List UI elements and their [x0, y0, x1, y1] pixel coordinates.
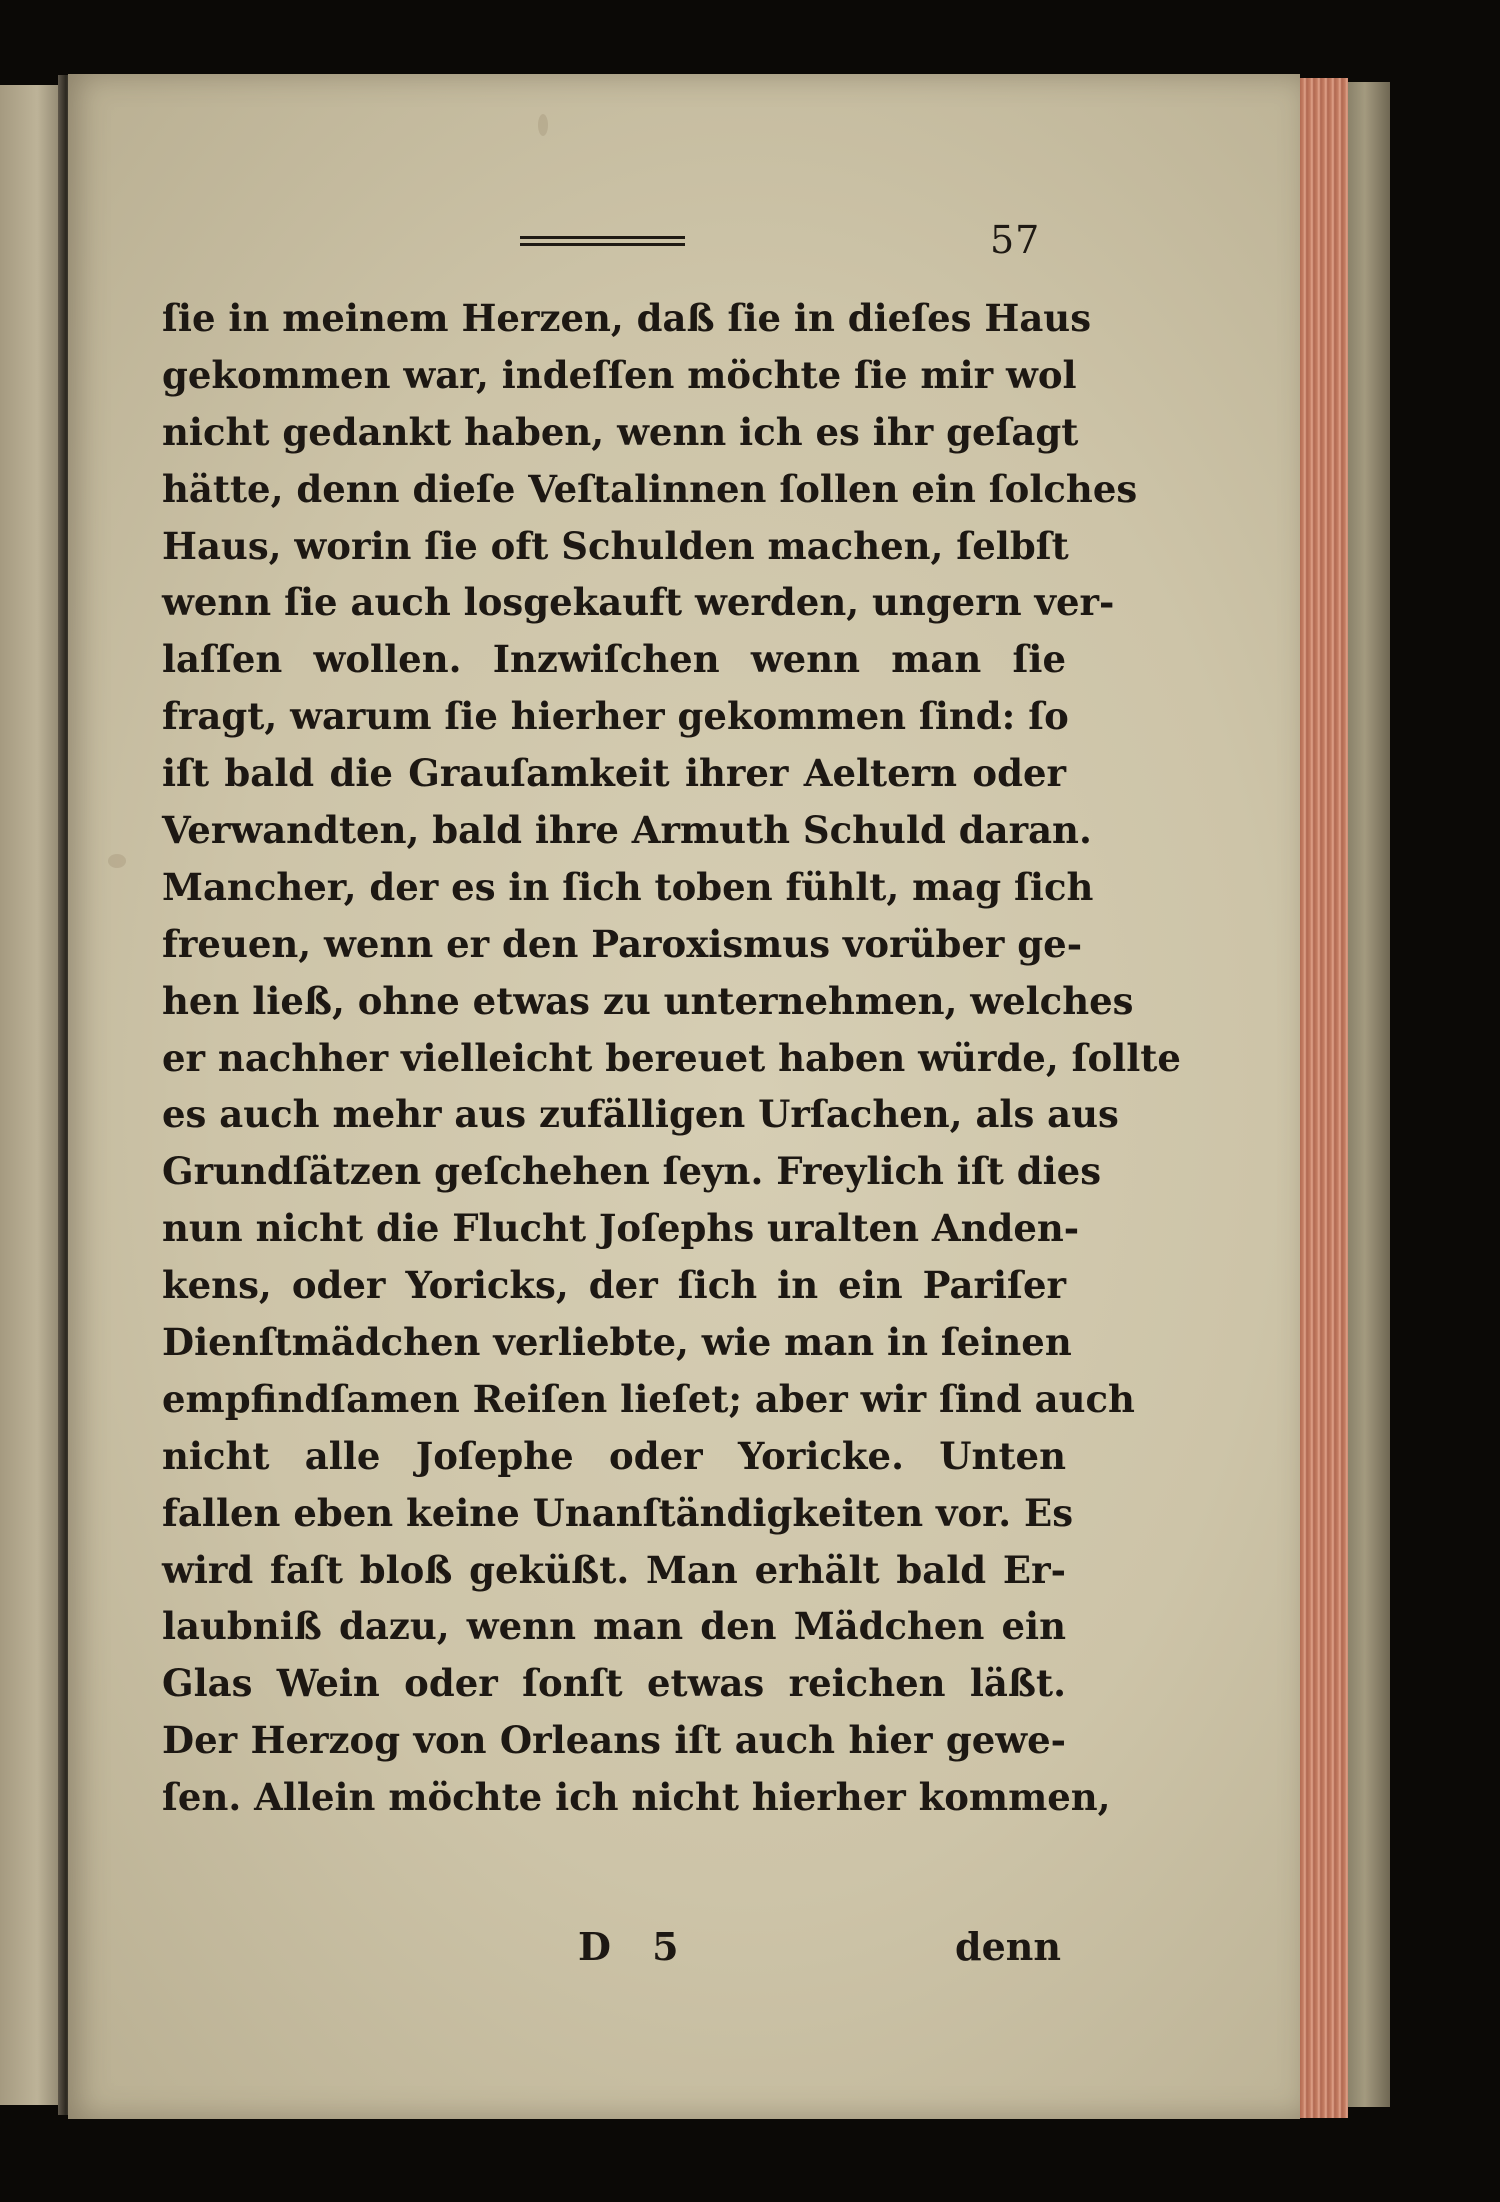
text-line: iſt bald die Grauſamkeit ihrer Aeltern oder — [162, 751, 1066, 796]
text-line: empfindſamen Reiſen lieſet; aber wir ſind auch — [162, 1376, 1135, 1421]
text-line: fragt, warum ſie hierher gekommen ſind: ſo — [162, 694, 1069, 739]
text-line: Der Herzog von Orleans iſt auch hier gewe- — [162, 1718, 1066, 1763]
text-line: wird faſt bloß geküßt. Man erhält bald Er- — [162, 1547, 1066, 1592]
text-line: Verwandten, bald ihre Armuth Schuld daran. — [162, 808, 1092, 853]
text-line: hätte, denn dieſe Veſtalinnen ſollen ein ſolches — [162, 466, 1138, 511]
text-line: kens, oder Yoricks, der ſich in ein Pariſer — [162, 1263, 1066, 1308]
foxing-spot — [538, 114, 548, 136]
text-line: es auch mehr aus zufälligen Urſachen, als aus — [162, 1092, 1119, 1137]
text-line: ſen. Allein möchte ich nicht hierher kommen, — [162, 1775, 1111, 1820]
facing-page-edge — [0, 85, 62, 2105]
text-line: Dienſtmädchen verliebte, wie man in ſeinen — [162, 1320, 1072, 1365]
body-text — [162, 290, 1181, 1826]
text-line: wenn ſie auch losgekauft werden, ungern ver- — [162, 580, 1115, 625]
text-line: nun nicht die Flucht Joſephs uralten Anden- — [162, 1206, 1080, 1251]
text-line: er nachher vielleicht bereuet haben würde, ſollte — [162, 1035, 1181, 1080]
page-number: 57 — [990, 218, 1041, 262]
text-line: Mancher, der es in ſich toben fühlt, mag ſich — [162, 864, 1094, 909]
text-line: hen ließ, ohne etwas zu unternehmen, welches — [162, 978, 1134, 1023]
text-line: Glas Wein oder ſonſt etwas reichen läßt. — [162, 1661, 1066, 1706]
foxing-spot — [108, 854, 126, 868]
text-line: freuen, wenn er den Paroxismus vorüber ge- — [162, 921, 1083, 966]
text-line: Grundſätzen geſchehen ſeyn. Freylich iſt dies — [162, 1149, 1102, 1194]
book-cover-edge — [1348, 82, 1390, 2107]
text-line: fallen eben keine Unanſtändigkeiten vor. Es — [162, 1490, 1074, 1535]
signature-mark: D 5 — [578, 1924, 693, 1969]
red-page-edges — [1300, 78, 1348, 2118]
text-line: nicht gedankt haben, wenn ich es ihr geſagt — [162, 409, 1079, 454]
text-line: gekommen war, indeſſen möchte ſie mir wol — [162, 352, 1077, 397]
text-line: nicht alle Joſephe oder Yoricke. Unten — [162, 1433, 1066, 1478]
text-line: Haus, worin ſie oft Schulden machen, ſelbſt — [162, 523, 1069, 568]
text-line: ſie in meinem Herzen, daß ſie in dieſes Haus — [162, 296, 1092, 340]
header-double-rule — [520, 236, 685, 252]
catchword: denn — [955, 1924, 1062, 1969]
text-line: laubniß dazu, wenn man den Mädchen ein — [162, 1604, 1066, 1649]
text-line: laſſen wollen. Inzwiſchen wenn man ſie — [162, 637, 1066, 682]
